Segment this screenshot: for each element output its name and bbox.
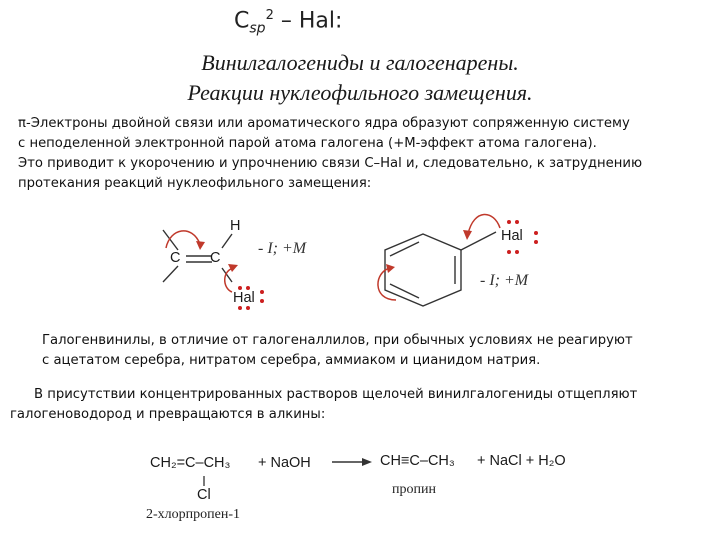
alkali-line: В присутствии концентрированных растворов щелочей винилгалогениды отщепляют xyxy=(34,387,638,402)
vinyl-carbon-1: C xyxy=(170,250,181,266)
arrowhead xyxy=(196,241,205,250)
vinyl-carbon-2: C xyxy=(210,250,221,266)
reactant-name: 2-хлорпропен-1 xyxy=(146,507,241,522)
vinyl-halogen: Hal xyxy=(233,290,255,306)
alkali-line: галогеноводород и превращаются в алкины: xyxy=(10,407,326,422)
intro-line: с неподеленной электронной парой атома галогена (+М-эффект атома галогена). xyxy=(18,136,597,151)
byproducts: + NaCl + H₂O xyxy=(477,453,566,469)
note-line: Галогенвинилы, в отличие от галогеналлилов, при обычных условиях не реагируют xyxy=(42,333,633,348)
intro-line: π-Электроны двойной связи или ароматического ядра образуют сопряженную систему xyxy=(18,116,630,131)
product-name: пропин xyxy=(392,482,436,497)
heading-hal: – Hal: xyxy=(273,8,343,34)
arrowhead xyxy=(386,264,395,273)
arrowhead xyxy=(228,264,238,272)
heading-superscript: 2 xyxy=(265,8,274,23)
reaction-arrow xyxy=(332,458,372,466)
reactant-chlorine: Cl xyxy=(197,487,211,503)
vinyl-hydrogen: H xyxy=(230,218,241,234)
heading-carbon: C xyxy=(234,8,250,34)
vinyl-effects: - I; +M xyxy=(258,240,307,257)
intro-line: Это приводит к укорочению и упрочнению связи С–Hal и, следовательно, к затруднению xyxy=(18,156,643,171)
note-paragraph xyxy=(42,331,633,371)
alkali-paragraph xyxy=(10,385,637,425)
slide-title-line-2: Реакции нуклеофильного замещения. xyxy=(187,80,533,105)
aryl-halogen: Hal xyxy=(501,228,523,244)
product-formula: CH≡C–CH₃ xyxy=(380,453,455,469)
aryl-effects: - I; +M xyxy=(480,272,529,289)
intro-line: протекания реакций нуклеофильного замещения: xyxy=(18,176,372,191)
reactant-formula: CH₂=C–CH₃ xyxy=(150,455,231,471)
benzene-ring xyxy=(385,232,496,306)
heading-hybridization: sp xyxy=(249,20,266,37)
arrowhead xyxy=(463,230,472,240)
note-line: с ацетатом серебра, нитратом серебра, аммиаком и цианидом натрия. xyxy=(42,353,541,368)
reagent: + NaOH xyxy=(258,455,311,471)
slide-title-line-1: Винилгалогениды и галогенарены. xyxy=(201,50,519,75)
